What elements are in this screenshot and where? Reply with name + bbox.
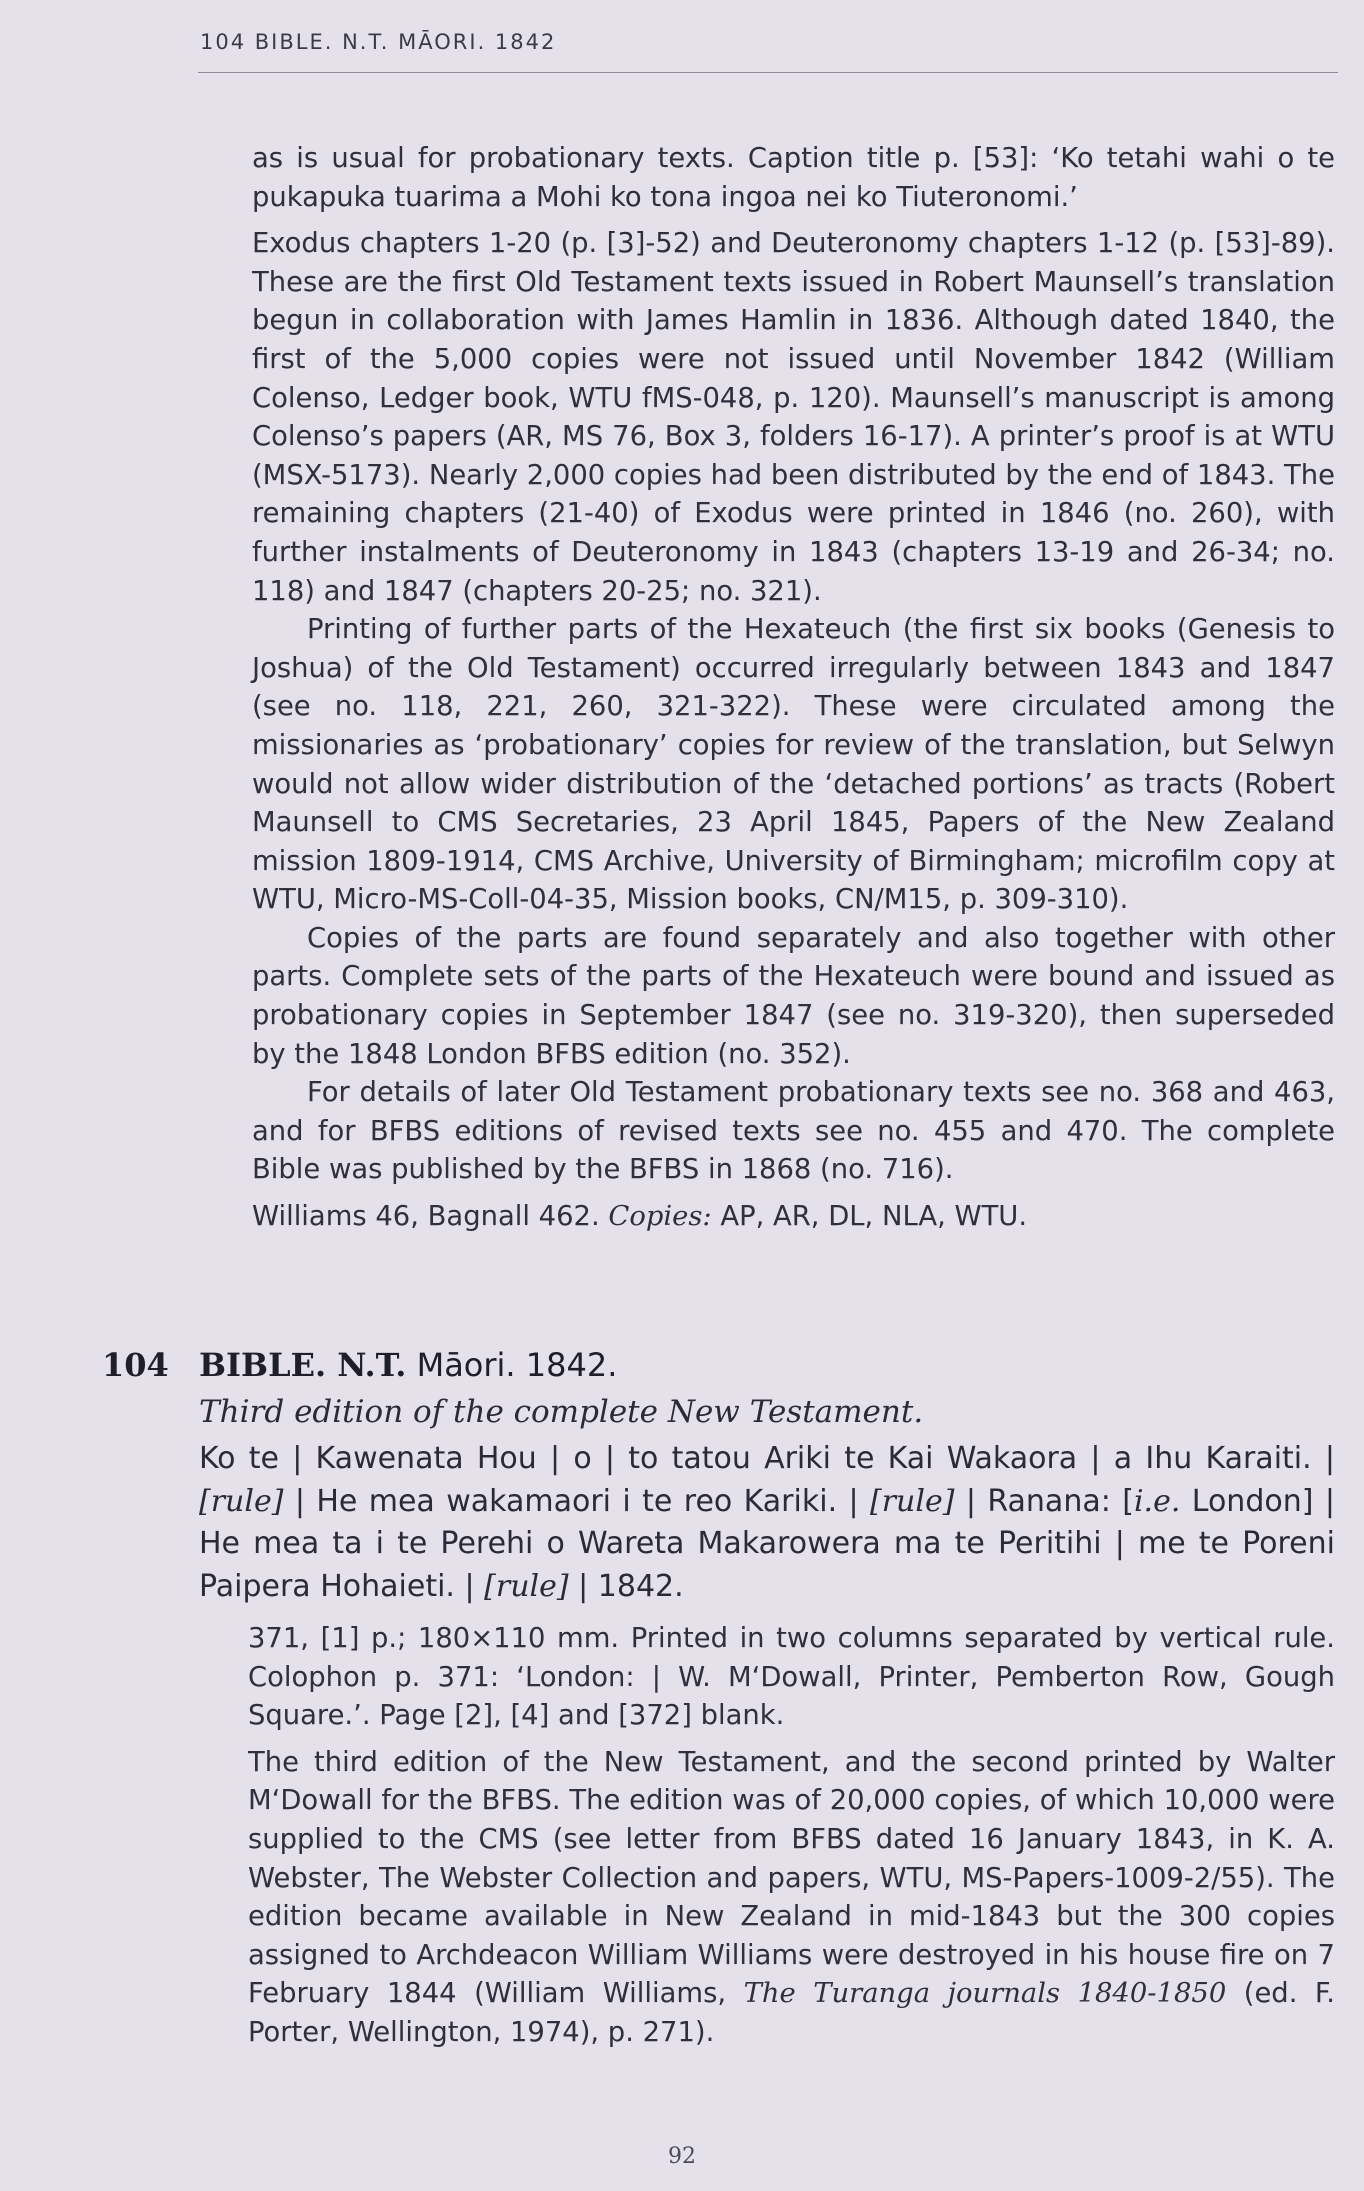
rule-marker: [rule] — [199, 1483, 284, 1519]
note-text: (ed. F. Porter, Wellington, 1974), p. 271). — [248, 1978, 1335, 2048]
note-text: The third edition of the New Testament, and the second printed by Walter M‘Dowall for the BFBS. The edition was of 20,000 copies, of which 10,000 were supplied to the CMS (see letter from BFBS dated 16 January 1843, in K. A. Webster, The Webster Collection and papers, WTU, MS-Papers-1009-2/55). The edition became available in New Zealand in mid-1843 but the 300 copies assigned to Archdeacon William Williams were destroyed in his house fire on 7 February 1844 (William Williams, — [248, 1746, 1335, 2010]
title-transcription — [199, 1438, 1335, 1608]
note-paragraph-1: as is usual for probationary texts. Caption title p. [53]: ‘Ko tetahi wahi o te pukapuka tuarima a Mohi ko tona ingoa nei ko Tiuteronomi.’ — [252, 143, 1335, 213]
previous-entry-notes — [252, 140, 1335, 1237]
collation-paragraph: 371, [1] p.; 180×110 mm. Printed in two columns separated by vertical rule. Colophon p. 371: ‘London: | W. M‘Dowall, Printer, Pemberton Row, Gough Square.’. Page [2], [4] and [372] blank. — [248, 1623, 1335, 1732]
running-head: 104 BIBLE. N.T. MĀORI. 1842 — [200, 30, 557, 54]
entry-subtitle: Third edition of the complete New Testament. — [199, 1394, 924, 1430]
book-title: The Turanga journals 1840-1850 — [743, 1978, 1227, 2010]
note-paragraph — [248, 1744, 1335, 2053]
note-paragraph-5: For details of later Old Testament probationary texts see no. 368 and 463, and for BFBS editions of revised texts see no. 455 and 470. The complete Bible was published by the BFBS in 1868 (no. 716). — [252, 1077, 1335, 1186]
rule-marker: [rule] — [870, 1483, 955, 1519]
copies-list: AP, AR, DL, NLA, WTU. — [720, 1201, 1028, 1233]
references-line — [252, 1198, 1335, 1237]
copies-label: Copies: — [608, 1201, 712, 1233]
transcription-part: | 1842. — [578, 1568, 684, 1604]
note-paragraph-4: Copies of the parts are found separately and also together with other parts. Complete sets of the parts of the Hexateuch were bound and issued as probationary copies in September 1847 (see no. 319-320), then superseded by the 1848 London BFBS edition (no. 352). — [252, 922, 1335, 1070]
transcription-part: Ko te | Kawenata Hou | o | to tatou Ariki te Kai Wakaora | a Ihu Karaiti. | — [199, 1441, 1335, 1476]
ie-abbrev: i.e. — [1133, 1483, 1181, 1519]
transcription-part: London] | He mea ta i te Perehi o Wareta Makarowera ma te Peritihi | me te Poreni Paipera Hohaieti. | — [199, 1483, 1335, 1604]
note-paragraph-3: Printing of further parts of the Hexateuch (the first six books (Genesis to Joshua) of the Old Testament) occurred irregularly between 1843 and 1847 (see no. 118, 221, 260, 321-322). These were circulated among the missionaries as ‘probationary’ copies for review of the translation, but Selwyn would not allow wider distribution of the ‘detached portions’ as tracts (Robert Maunsell to CMS Secretaries, 23 April 1845, Papers of the New Zealand mission 1809-1914, CMS Archive, University of Birmingham; microfilm copy at WTU, Micro-MS-Coll-04-35, Mission books, CN/M15, p. 309-310). — [252, 614, 1335, 916]
page-number: 92 — [668, 2144, 696, 2169]
entry-104-notes — [248, 1620, 1335, 2053]
entry-title — [199, 1346, 617, 1384]
entry-title-caps: BIBLE. N.T. — [199, 1346, 407, 1384]
entry-number: 104 — [102, 1346, 169, 1384]
transcription-part: | Ranana: [ — [965, 1483, 1134, 1519]
references-text: Williams 46, Bagnall 462. — [252, 1201, 600, 1233]
header-rule — [198, 72, 1338, 73]
entry-title-rest: Māori. 1842. — [416, 1346, 618, 1384]
note-paragraph-2: Exodus chapters 1-20 (p. [3]-52) and Deuteronomy chapters 1-12 (p. [53]-89). These are the first Old Testament texts issued in Robert Maunsell’s translation begun in collaboration with James Hamlin in 1836. Although dated 1840, the first of the 5,000 copies were not issued until November 1842 (William Colenso, Ledger book, WTU fMS-048, p. 120). Maunsell’s manuscript is among Colenso’s papers (AR, MS 76, Box 3, folders 16-17). A printer’s proof is at WTU (MSX-5173). Nearly 2,000 copies had been distributed by the end of 1843. The remaining chapters (21-40) of Exodus were printed in 1846 (no. 260), with further instalments of Deuteronomy in 1843 (chapters 13-19 and 26-34; no. 118) and 1847 (chapters 20-25; no. 321). — [252, 228, 1335, 607]
rule-marker: [rule] — [484, 1568, 569, 1604]
transcription-part: | He mea wakamaori i te reo Kariki. | — [294, 1483, 859, 1519]
